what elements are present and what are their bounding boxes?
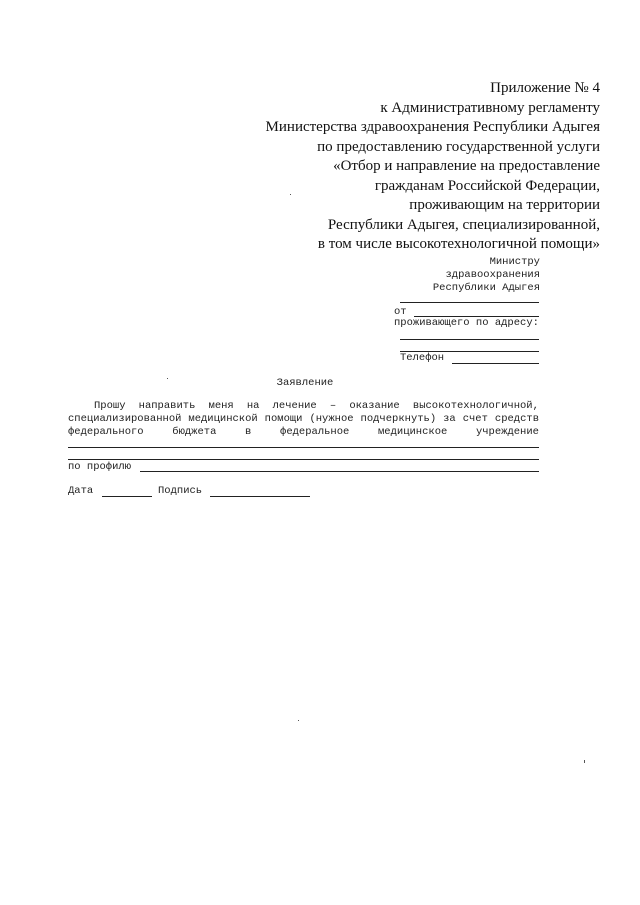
word: на xyxy=(246,400,260,412)
word: высокотехнологичной, xyxy=(412,400,539,412)
word: специализированной xyxy=(68,412,182,425)
addressee-line: Республики Адыгея xyxy=(432,282,540,294)
statement-line-3 xyxy=(68,426,539,439)
word: средств xyxy=(494,412,539,425)
appendix-line: проживающим на территории xyxy=(409,197,600,213)
addressee-line: здравоохранения xyxy=(445,269,540,281)
profile-label: по профилю xyxy=(68,461,132,473)
institution-line-1 xyxy=(68,447,539,448)
appendix-line: к Административному регламенту xyxy=(380,99,600,116)
word: учреждение xyxy=(475,425,539,438)
statement-paragraph xyxy=(68,400,539,438)
word: бюджета xyxy=(172,425,217,438)
addressee-block xyxy=(340,256,540,295)
word: лечение xyxy=(272,400,317,412)
scan-speck xyxy=(298,720,299,721)
appendix-line: «Отбор и направление на предоставление xyxy=(333,158,600,174)
statement-line-2 xyxy=(68,413,539,426)
phone-field-line xyxy=(452,363,539,364)
word: медицинское xyxy=(377,425,448,438)
word: оказание xyxy=(349,400,400,412)
institution-line-2 xyxy=(68,459,539,460)
word: Прошу xyxy=(94,400,126,412)
word: – xyxy=(329,400,337,412)
signature-field-line xyxy=(210,496,310,497)
word: помощи xyxy=(264,412,303,425)
addressee-line: Министру xyxy=(489,256,540,268)
scan-speck xyxy=(584,760,585,763)
from-label: от xyxy=(394,306,407,318)
signature-label: Подпись xyxy=(158,485,203,497)
word: счет xyxy=(462,412,488,425)
scan-speck xyxy=(290,194,291,195)
appendix-header xyxy=(220,79,600,255)
applicant-name-line xyxy=(400,302,539,303)
word: за xyxy=(443,412,456,425)
word: меня xyxy=(208,400,234,412)
residing-label: проживающего по адресу: xyxy=(394,317,539,329)
word: медицинской xyxy=(188,412,258,425)
address-line-1 xyxy=(400,339,539,340)
profile-field-line xyxy=(140,471,539,472)
date-field-line xyxy=(102,496,152,497)
date-label: Дата xyxy=(68,485,94,497)
appendix-line: Республики Адыгея, специализированной, xyxy=(327,216,600,233)
appendix-line: гражданам Российской Федерации, xyxy=(374,177,600,194)
statement-line-1 xyxy=(68,400,539,413)
word: направить xyxy=(138,400,196,412)
word: в xyxy=(245,425,252,438)
appendix-line: Министерства здравоохранения Республики Адыгея xyxy=(265,119,600,135)
word: федеральное xyxy=(280,425,350,438)
word: федерального xyxy=(68,425,144,438)
word: подчеркнуть) xyxy=(360,412,437,425)
appendix-line: по предоставлению государственной услуги xyxy=(317,138,600,155)
scan-speck xyxy=(167,378,168,379)
phone-label: Телефон xyxy=(400,352,445,364)
word: (нужное xyxy=(309,412,354,425)
appendix-line: Приложение № 4 xyxy=(490,80,600,96)
appendix-line: в том числе высокотехнологичной помощи» xyxy=(317,236,600,252)
statement-title: Заявление xyxy=(276,377,334,389)
